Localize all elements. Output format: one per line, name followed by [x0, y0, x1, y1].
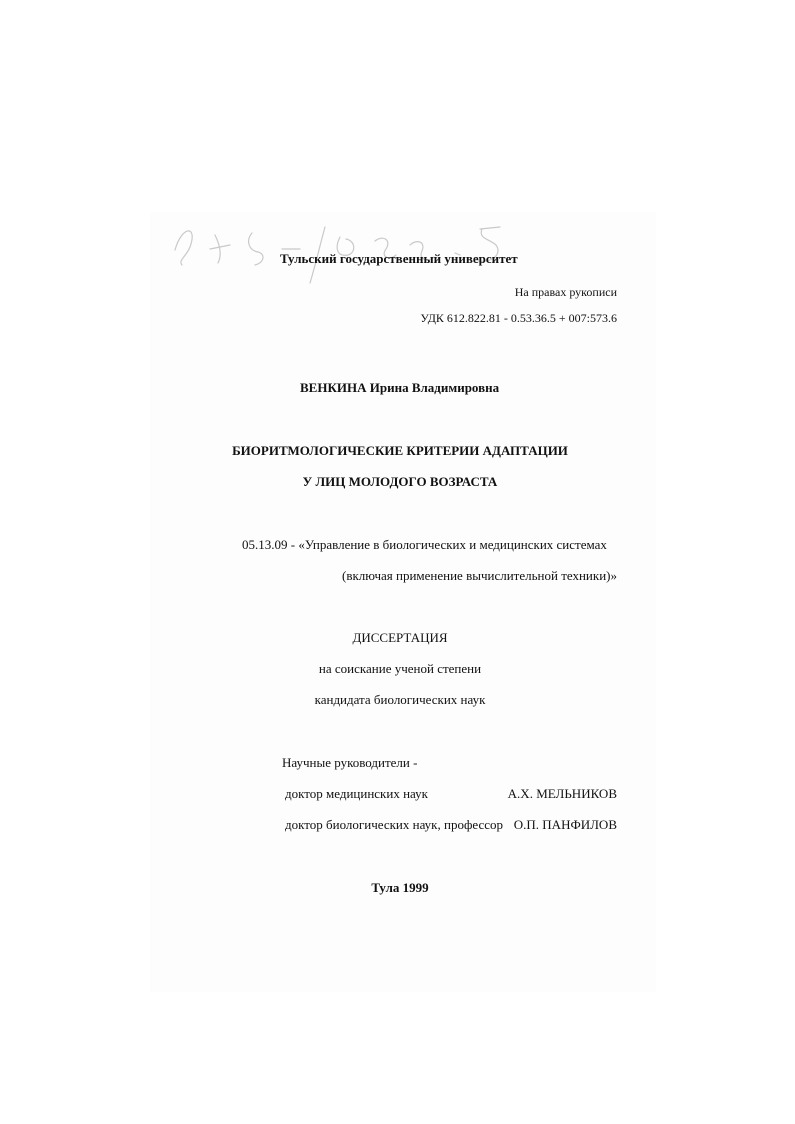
degree-purpose: на соискание ученой степени — [318, 661, 482, 676]
dissertation-title-line2: У ЛИЦ МОЛОДОГО ВОЗРАСТА — [302, 474, 498, 489]
specialty-line1: 05.13.09 - «Управление в биологических и медицинских системах — [242, 537, 607, 552]
author-given-names: Ирина Владимировна — [369, 380, 500, 395]
advisor2-name: О.П. ПАНФИЛОВ — [513, 817, 617, 832]
advisor1-name: А.Х. МЕЛЬНИКОВ — [507, 786, 617, 801]
university-name: Тульский государственный университет — [280, 251, 518, 266]
specialty-line2: (включая применение вычислительной техники)» — [341, 568, 617, 583]
author-surname: ВЕНКИНА — [300, 380, 367, 395]
udc-code: УДК 612.822.81 - 0.53.36.5 + 007:573.6 — [420, 311, 617, 325]
dissertation-title-line1: БИОРИТМОЛОГИЧЕСКИЕ КРИТЕРИИ АДАПТАЦИИ — [232, 443, 568, 458]
city-year: Тула 1999 — [371, 880, 429, 895]
document-type: ДИССЕРТАЦИЯ — [352, 630, 448, 645]
author-name — [300, 380, 499, 396]
advisor1-title: доктор медицинских наук — [285, 786, 428, 801]
scan-background — [150, 212, 656, 992]
manuscript-rights-note: На правах рукописи — [514, 285, 617, 299]
advisors-heading: Научные руководители - — [282, 755, 418, 770]
handwritten-stamp-mark — [160, 205, 520, 285]
degree-name: кандидата биологических наук — [314, 692, 486, 707]
advisor2-title: доктор биологических наук, профессор — [285, 817, 504, 832]
